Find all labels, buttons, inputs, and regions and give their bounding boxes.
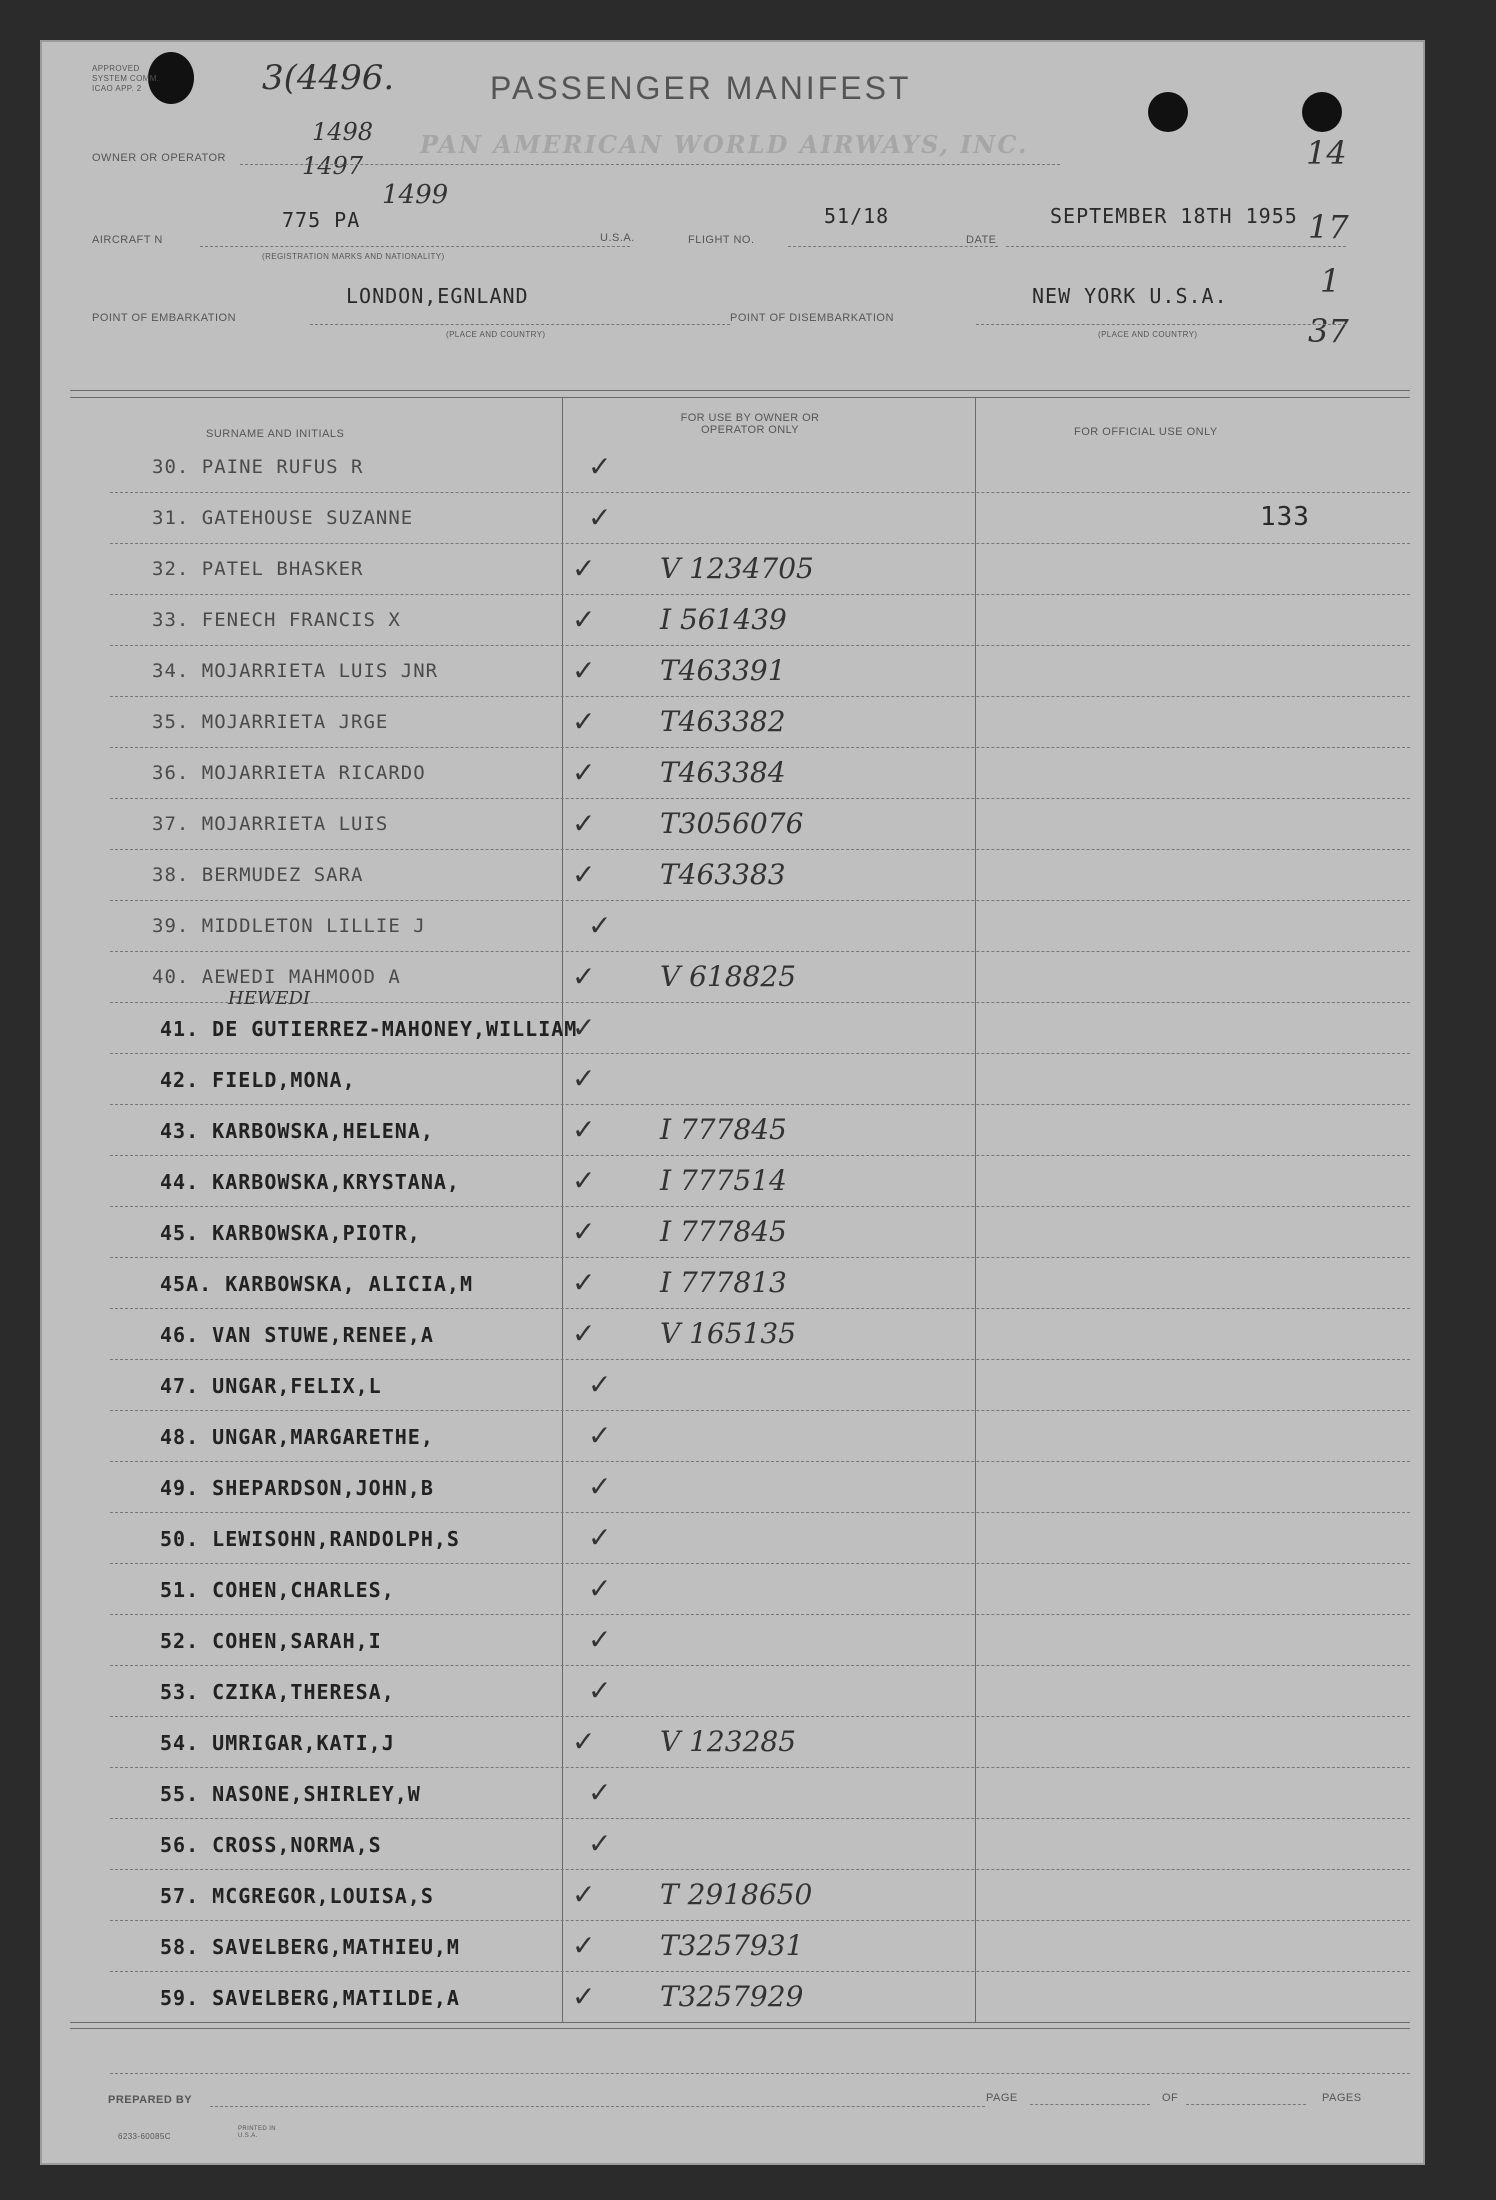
- handwritten-code: 1497: [302, 152, 364, 180]
- check-mark: ✓: [572, 1062, 596, 1095]
- margin-number: 37: [1308, 312, 1349, 350]
- aircraft-label: AIRCRAFT N: [92, 234, 163, 246]
- passenger-name: 43. KARBOWSKA,HELENA,: [160, 1119, 434, 1143]
- check-mark: ✓: [572, 705, 596, 738]
- passenger-name: 56. CROSS,NORMA,S: [160, 1833, 382, 1857]
- check-mark: ✓: [588, 1470, 612, 1503]
- check-mark: ✓: [572, 654, 596, 687]
- row-rule: [110, 1359, 1410, 1360]
- col-divider: [562, 398, 563, 2023]
- row-rule: [110, 1155, 1410, 1156]
- passport-number: I 561439: [660, 603, 787, 636]
- row-rule: [110, 1257, 1410, 1258]
- official-note: 133: [1260, 502, 1310, 532]
- check-mark: ✓: [588, 1572, 612, 1605]
- margin-number: 1: [1320, 262, 1341, 300]
- prepared-by-label: PREPARED BY: [108, 2094, 193, 2106]
- row-rule: [110, 696, 1410, 697]
- passport-number: I 777514: [660, 1164, 787, 1197]
- passenger-name: 52. COHEN,SARAH,I: [160, 1629, 382, 1653]
- disembark-sublabel: (PLACE AND COUNTRY): [1098, 330, 1198, 339]
- row-rule: [110, 2073, 1410, 2074]
- passenger-name: 53. CZIKA,THERESA,: [160, 1680, 395, 1704]
- row-rule: [110, 1053, 1410, 1054]
- check-mark: ✓: [572, 552, 596, 585]
- passport-number: T3056076: [660, 807, 804, 840]
- margin-number: 17: [1308, 208, 1349, 246]
- check-mark: ✓: [572, 603, 596, 636]
- passenger-name: 45. KARBOWSKA,PIOTR,: [160, 1221, 421, 1245]
- row-rule: [110, 1767, 1410, 1768]
- col-official-header: FOR OFFICIAL USE ONLY: [1074, 426, 1218, 438]
- check-mark: ✓: [588, 1521, 612, 1554]
- passport-number: I 777845: [660, 1113, 787, 1146]
- passenger-name: 36. MOJARRIETA RICARDO: [152, 762, 426, 784]
- passenger-name: 39. MIDDLETON LILLIE J: [152, 915, 426, 937]
- passenger-name: 44. KARBOWSKA,KRYSTANA,: [160, 1170, 460, 1194]
- check-mark: ✓: [588, 1776, 612, 1809]
- flight-underline: [788, 246, 998, 247]
- date-value: SEPTEMBER 18TH 1955: [1050, 204, 1298, 228]
- row-rule: [110, 951, 1410, 952]
- passenger-name: 30. PAINE RUFUS R: [152, 456, 364, 478]
- country-label: U.S.A.: [600, 232, 635, 244]
- punch-hole: [1148, 92, 1188, 132]
- punch-hole: [1302, 92, 1342, 132]
- date-underline: [1006, 246, 1346, 247]
- row-rule: [110, 1563, 1410, 1564]
- check-mark: ✓: [572, 1113, 596, 1146]
- row-rule: [110, 645, 1410, 646]
- check-mark: ✓: [572, 1980, 596, 2013]
- passenger-name: 48. UNGAR,MARGARETHE,: [160, 1425, 434, 1449]
- row-rule: [110, 543, 1410, 544]
- check-mark: ✓: [572, 807, 596, 840]
- row-rule: [110, 594, 1410, 595]
- check-mark: ✓: [572, 1929, 596, 1962]
- check-mark: ✓: [588, 1827, 612, 1860]
- prepared-by-underline: [210, 2106, 985, 2107]
- passport-number: T3257931: [660, 1929, 804, 1962]
- flight-label: FLIGHT NO.: [688, 234, 755, 246]
- passenger-name: 47. UNGAR,FELIX,L: [160, 1374, 382, 1398]
- row-rule: [110, 1665, 1410, 1666]
- passenger-name: 41. DE GUTIERREZ-MAHONEY,WILLIAM: [160, 1017, 578, 1041]
- row-rule: [110, 1716, 1410, 1717]
- col-divider: [975, 398, 976, 2023]
- owner-value: PAN AMERICAN WORLD AIRWAYS, INC.: [420, 130, 1029, 159]
- col-owner-header: FOR USE BY OWNER OR OPERATOR ONLY: [680, 412, 820, 436]
- passport-number: T463391: [660, 654, 786, 687]
- passenger-name: 57. MCGREGOR,LOUISA,S: [160, 1884, 434, 1908]
- passport-number: V 1234705: [660, 552, 814, 585]
- passenger-name: 46. VAN STUWE,RENEE,A: [160, 1323, 434, 1347]
- check-mark: ✓: [572, 858, 596, 891]
- passport-number: T463383: [660, 858, 786, 891]
- row-rule: [110, 747, 1410, 748]
- check-mark: ✓: [588, 1368, 612, 1401]
- row-rule: [110, 1818, 1410, 1819]
- check-mark: ✓: [572, 1878, 596, 1911]
- row-rule: [110, 1614, 1410, 1615]
- row-rule: [110, 1410, 1410, 1411]
- header-rule: [70, 390, 1410, 391]
- approval-line: APPROVED: [92, 64, 140, 73]
- check-mark: ✓: [588, 1674, 612, 1707]
- check-mark: ✓: [588, 501, 612, 534]
- table-bottom-rule: [70, 2028, 1410, 2029]
- manifest-title: PASSENGER MANIFEST: [490, 70, 912, 106]
- passport-number: T463384: [660, 756, 786, 789]
- embark-label: POINT OF EMBARKATION: [92, 312, 237, 324]
- date-label: DATE: [966, 234, 997, 246]
- passenger-name: 40. AEWEDI MAHMOOD A: [152, 966, 401, 988]
- passenger-name: 50. LEWISOHN,RANDOLPH,S: [160, 1527, 460, 1551]
- approval-line: SYSTEM COMM.: [92, 74, 160, 83]
- check-mark: ✓: [572, 756, 596, 789]
- printed-mark: PRINTED IN U.S.A.: [238, 2126, 277, 2139]
- embark-value: LONDON,EGNLAND: [346, 284, 529, 308]
- check-mark: ✓: [572, 1011, 596, 1044]
- row-rule: [110, 1512, 1410, 1513]
- passenger-name: 31. GATEHOUSE SUZANNE: [152, 507, 414, 529]
- disembark-value: NEW YORK U.S.A.: [1032, 284, 1228, 308]
- passenger-name: 59. SAVELBERG,MATILDE,A: [160, 1986, 460, 2010]
- handwritten-code: 1499: [382, 180, 449, 210]
- disembark-label: POINT OF DISEMBARKATION: [730, 312, 894, 324]
- aircraft-sublabel: (REGISTRATION MARKS AND NATIONALITY): [262, 252, 445, 261]
- disembark-underline: [976, 324, 1346, 325]
- passenger-name: 38. BERMUDEZ SARA: [152, 864, 364, 886]
- form-number: 6233-60085C: [118, 2132, 171, 2141]
- passport-number: T 2918650: [660, 1878, 813, 1911]
- passport-number: V 165135: [660, 1317, 797, 1350]
- passenger-name: 58. SAVELBERG,MATHIEU,M: [160, 1935, 460, 1959]
- check-mark: ✓: [588, 1623, 612, 1656]
- passport-number: V 618825: [660, 960, 797, 993]
- passenger-name: 32. PATEL BHASKER: [152, 558, 364, 580]
- handwritten-code: 1498: [312, 118, 374, 146]
- check-mark: ✓: [572, 1266, 596, 1299]
- embark-underline: [310, 324, 730, 325]
- row-rule: [110, 1206, 1410, 1207]
- row-rule: [110, 492, 1410, 493]
- approval-line: ICAO APP. 2: [92, 84, 142, 93]
- passenger-name: 37. MOJARRIETA LUIS: [152, 813, 389, 835]
- passport-number: T3257929: [660, 1980, 804, 2013]
- page-underline: [1030, 2104, 1150, 2105]
- check-mark: ✓: [572, 1725, 596, 1758]
- passenger-name: 33. FENECH FRANCIS X: [152, 609, 401, 631]
- handwritten-code: 3(4496.: [262, 58, 395, 98]
- check-mark: ✓: [572, 1215, 596, 1248]
- passenger-name: 49. SHEPARDSON,JOHN,B: [160, 1476, 434, 1500]
- passenger-name: 45A. KARBOWSKA, ALICIA,M: [160, 1272, 473, 1296]
- row-rule: [110, 1971, 1410, 1972]
- passenger-name: 35. MOJARRIETA JRGE: [152, 711, 389, 733]
- row-rule: [110, 1869, 1410, 1870]
- embark-sublabel: (PLACE AND COUNTRY): [446, 330, 546, 339]
- owner-label: OWNER OR OPERATOR: [92, 152, 226, 164]
- aircraft-underline: [200, 246, 630, 247]
- page-label: PAGE: [986, 2092, 1018, 2104]
- table-bottom-rule: [70, 2022, 1410, 2023]
- owner-underline: [240, 164, 1060, 165]
- check-mark: ✓: [572, 1164, 596, 1197]
- passport-number: T463382: [660, 705, 786, 738]
- pages-label: PAGES: [1322, 2092, 1362, 2104]
- of-label: OF: [1162, 2092, 1179, 2104]
- passenger-name: 51. COHEN,CHARLES,: [160, 1578, 395, 1602]
- aircraft-value: 775 PA: [282, 208, 361, 232]
- check-mark: ✓: [572, 1317, 596, 1350]
- row-rule: [110, 1920, 1410, 1921]
- check-mark: ✓: [588, 450, 612, 483]
- passport-number: I 777845: [660, 1215, 787, 1248]
- passport-number: V 123285: [660, 1725, 797, 1758]
- row-rule: [110, 798, 1410, 799]
- check-mark: ✓: [572, 960, 596, 993]
- passenger-name: 54. UMRIGAR,KATI,J: [160, 1731, 395, 1755]
- passport-number: I 777813: [660, 1266, 787, 1299]
- row-rule: [110, 1308, 1410, 1309]
- passenger-name: 34. MOJARRIETA LUIS JNR: [152, 660, 439, 682]
- row-rule: [110, 1104, 1410, 1105]
- manifest-paper: [40, 40, 1425, 2165]
- check-mark: ✓: [588, 909, 612, 942]
- row-rule: [110, 900, 1410, 901]
- header-rule: [70, 397, 1410, 398]
- passenger-name: 55. NASONE,SHIRLEY,W: [160, 1782, 421, 1806]
- of-underline: [1186, 2104, 1306, 2105]
- flight-value: 51/18: [824, 204, 890, 228]
- passenger-name: 42. FIELD,MONA,: [160, 1068, 356, 1092]
- row-rule: [110, 849, 1410, 850]
- col-surname-header: SURNAME AND INITIALS: [206, 428, 345, 440]
- name-correction-note: HEWEDI: [228, 988, 311, 1009]
- row-rule: [110, 1461, 1410, 1462]
- margin-number: 14: [1306, 134, 1347, 172]
- check-mark: ✓: [588, 1419, 612, 1452]
